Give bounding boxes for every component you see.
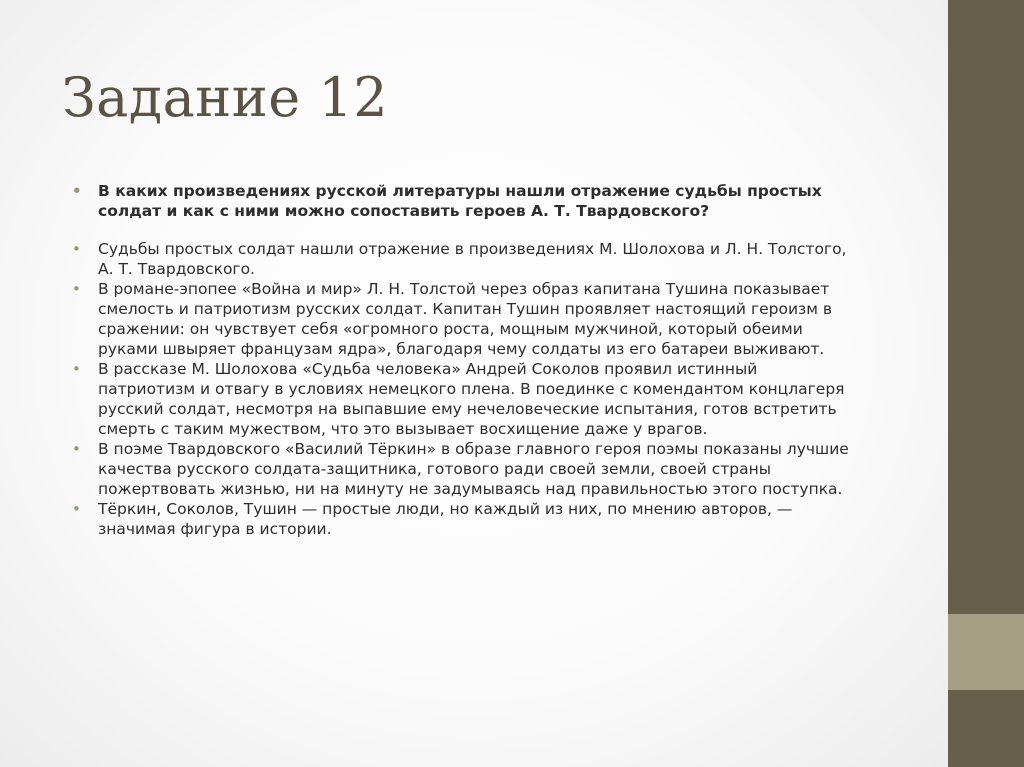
bullet-icon: •	[72, 280, 81, 298]
list-item	[72, 239, 852, 279]
list-item-text: В рассказе М. Шолохова «Судьба человека» Андрей Соколов проявил истинный патриотизм и отвагу в условиях немецкого плена. В поединке с комендантом концлагеря русский солдат, несмотря на выпавшие ему нечеловеческие испытания, готов встретить смерть с таким мужеством, что это вызывает восхищение даже у врагов.	[98, 360, 845, 438]
bullet-list	[72, 181, 852, 539]
list-item-text: Тёркин, Соколов, Тушин — простые люди, но каждый из них, по мнению авторов, — значимая фигура в истории.	[98, 500, 793, 538]
list-item	[72, 279, 852, 359]
bullet-icon: •	[72, 440, 81, 458]
side-bar-accent	[948, 614, 1024, 690]
slide-title: Задание 12	[62, 66, 389, 129]
list-item-text: В поэме Твардовского «Василий Тёркин» в образе главного героя поэмы показаны лучшие качества русского солдата-защитника, готового ради своей земли, своей страны пожертвовать жизнью, ни на минуту не задумываясь над правильностью этого поступка.	[98, 440, 849, 498]
list-item-text: В романе-эпопее «Война и мир» Л. Н. Толстой через образ капитана Тушина показывает смелость и патриотизм русских солдат. Капитан Тушин проявляет настоящий героизм в сражении: он чувствует себя «огромного роста, мощным мужчиной, который обеими руками швыряет французам ядра», благодаря чему солдаты из его батареи выживают.	[98, 280, 833, 358]
question-text: В каких произведениях русской литературы нашли отражение судьбы простых солдат и как с ними можно сопоставить героев А. Т. Твардовского?	[98, 182, 822, 220]
bullet-icon: •	[72, 240, 81, 258]
list-item-text: Судьбы простых солдат нашли отражение в произведениях М. Шолохова и Л. Н. Толстого, А. Т. Твардовского.	[98, 240, 847, 278]
bullet-icon: •	[72, 500, 81, 518]
list-item	[72, 359, 852, 439]
list-item	[72, 499, 852, 539]
list-item-question	[72, 181, 852, 221]
bullet-icon: •	[72, 360, 81, 378]
list-item	[72, 439, 852, 499]
bullet-icon: •	[72, 182, 82, 200]
